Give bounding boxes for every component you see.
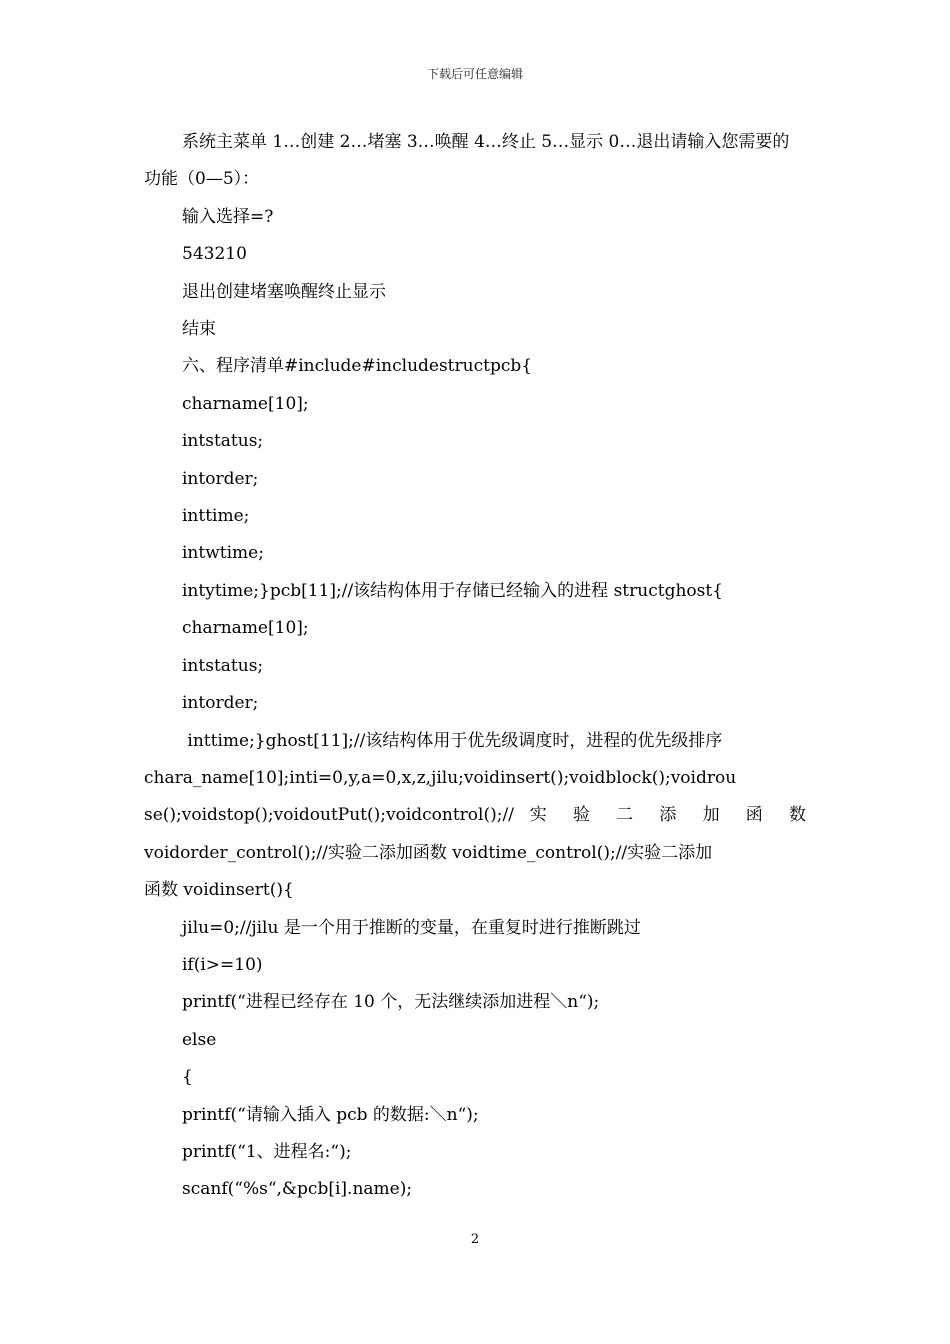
page-header: 下载后可任意编辑 (426, 67, 523, 81)
code-line: inttime; (182, 506, 250, 527)
code-line: intwtime; (182, 543, 264, 564)
code-line: { (182, 1067, 193, 1088)
code-line: printf(“进程已经存在 10 个，无法继续添加进程＼n“); (182, 992, 600, 1013)
code-line: if(i>=10) (182, 954, 263, 975)
document-body (144, 124, 806, 1209)
code-line: se();voidstop();voidoutPut();voidcontrol();// 实 验 二 添 加 函 数 (144, 805, 806, 826)
code-line: printf(“1、进程名:“); (182, 1141, 352, 1162)
section-heading-program-listing: 六、程序清单#include#includestructpcb{ (182, 356, 533, 377)
code-line: voidorder_control();//实验二添加函数 voidtime_control();//实验二添加 (144, 842, 713, 863)
page-number: 2 (470, 1232, 480, 1247)
input-prompt-line: 输入选择=? (182, 206, 274, 227)
code-line: chara_name[10];inti=0,y,a=0,x,z,jilu;voidinsert();voidblock();voidrou (144, 767, 737, 788)
menu-numbers-line: 543210 (182, 244, 247, 265)
code-line: intytime;}pcb[11];//该结构体用于存储已经输入的进程 structghost{ (182, 580, 724, 601)
code-line: charname[10]; (182, 393, 309, 414)
code-line: jilu=0;//jilu 是一个用于推断的变量，在重复时进行推断跳过 (182, 917, 641, 938)
end-line: 结束 (182, 319, 216, 340)
code-line: intorder; (182, 693, 259, 714)
code-line: inttime;}ghost[11];//该结构体用于优先级调度时，进程的优先级排序 (182, 730, 723, 751)
code-line: intstatus; (182, 655, 264, 676)
code-line: 函数 voidinsert(){ (144, 880, 294, 901)
code-line: intorder; (182, 468, 259, 489)
code-line: printf(“请输入插入 pcb 的数据:＼n“); (182, 1104, 479, 1125)
code-line: charname[10]; (182, 618, 309, 639)
code-line: scanf(“%s“,&pcb[i].name); (182, 1179, 413, 1200)
menu-labels-line: 退出创建堵塞唤醒终止显示 (182, 281, 386, 302)
menu-paragraph: 系统主菜单 1…创建 2…堵塞 3…唤醒 4…终止 5…显示 0…退出请输入您需要的功能（0—5）： (144, 132, 790, 190)
code-line: else (182, 1029, 217, 1050)
code-line: intstatus; (182, 431, 264, 452)
